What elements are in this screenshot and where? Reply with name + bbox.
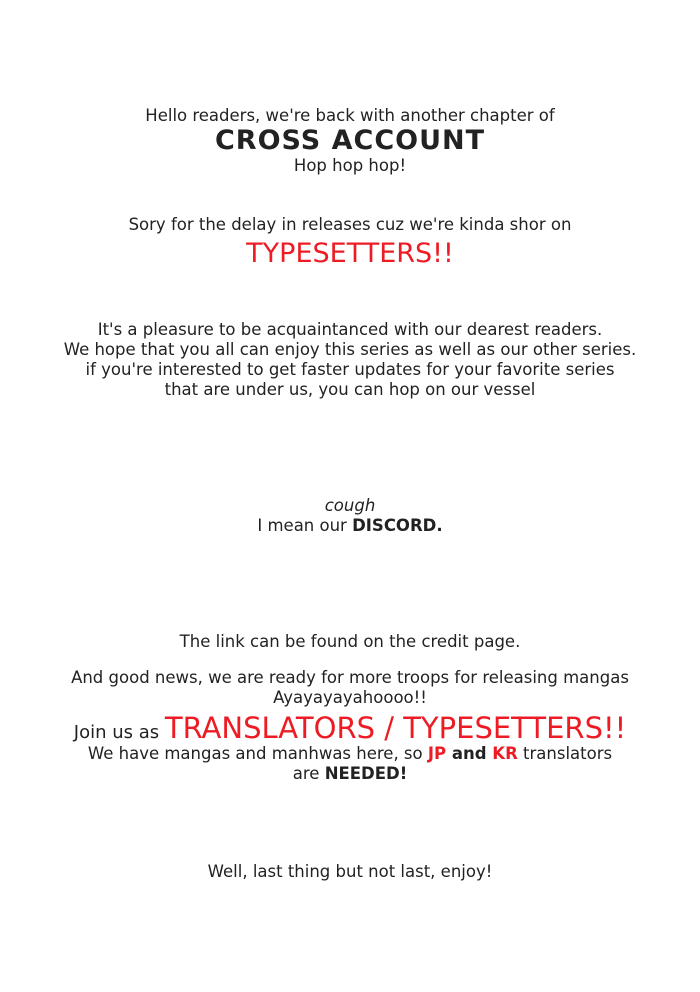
news-line-1: And good news, we are ready for more troops for releasing mangas: [71, 668, 629, 687]
jp-tag: JP: [427, 744, 447, 763]
link-line: The link can be found on the credit page.: [179, 632, 521, 651]
intro-tagline: Hop hop hop!: [293, 156, 407, 175]
discord-line-prefix: I mean our: [257, 516, 353, 535]
series-title: CROSS ACCOUNT: [214, 125, 486, 156]
pleasure-line-1: It's a pleasure to be acquaintanced with our dearest readers.: [97, 320, 603, 339]
needed-prefix: are: [292, 764, 325, 783]
join-prefix: Join us as: [73, 722, 165, 743]
delay-block: [0, 215, 700, 269]
intro-block: [0, 106, 700, 176]
news-block: [0, 668, 700, 708]
recruit-highlight: TRANSLATORS / TYPESETTERS!!: [164, 711, 627, 745]
recruit-line2-part1: We have mangas and manhwas here, so: [87, 744, 428, 763]
cough-text: cough: [324, 496, 376, 515]
intro-line: Hello readers, we're back with another chapter of: [145, 106, 555, 125]
typesetters-highlight: TYPESETTERS!!: [246, 238, 454, 269]
kr-tag: KR: [492, 744, 518, 763]
pleasure-block: [0, 320, 700, 400]
recruit-line-3: [0, 764, 700, 784]
news-line-2: Ayayayayahoooo!!: [273, 688, 427, 707]
join-line: [0, 712, 700, 744]
recruit-block: [0, 712, 700, 784]
and-word: and: [446, 744, 493, 763]
recruit-line2-part2: translators: [517, 744, 613, 763]
discord-word: DISCORD.: [352, 516, 443, 535]
recruit-line-2: [0, 744, 700, 764]
link-block: [0, 632, 700, 652]
outro-line: Well, last thing but not last, enjoy!: [207, 862, 493, 881]
pleasure-line-3: if you're interested to get faster updates for your favorite series: [85, 360, 615, 379]
pleasure-line-4: that are under us, you can hop on our vessel: [164, 380, 536, 399]
pleasure-line-2: We hope that you all can enjoy this series as well as our other series.: [63, 340, 637, 359]
outro-block: [0, 862, 700, 882]
needed-word: NEEDED!: [324, 764, 408, 783]
delay-line: Sory for the delay in releases cuz we're kinda shor on: [128, 215, 572, 234]
discord-block: [0, 496, 700, 536]
discord-line: [0, 516, 700, 536]
